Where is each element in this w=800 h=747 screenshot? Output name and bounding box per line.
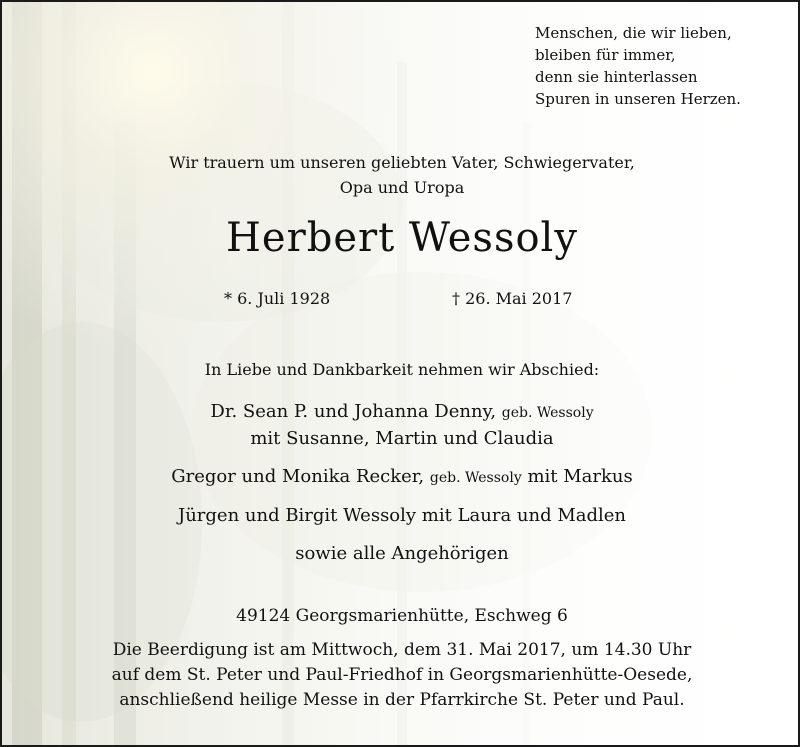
mourner-children: mit Markus (527, 466, 633, 487)
mourner-line (2, 399, 800, 426)
maiden-name: geb. Wessoly (501, 405, 594, 421)
farewell-line: In Liebe und Dankbarkeit nehmen wir Abschied: (204, 360, 600, 379)
mourner-line: Jürgen und Birgit Wessoly mit Laura und Madlen (177, 505, 627, 526)
funeral-line: auf dem St. Peter und Paul-Friedhof in Georgsmarienhütte-Oesede, (111, 665, 693, 685)
poem-line: denn sie hinterlassen (535, 68, 698, 86)
mourner-names: Dr. Sean P. und Johanna Denny, (210, 401, 497, 422)
poem-line: Menschen, die wir lieben, (535, 24, 732, 42)
memorial-poem (535, 22, 785, 110)
mourner-line (2, 464, 800, 491)
intro-line: Opa und Uropa (339, 178, 465, 197)
maiden-name: geb. Wessoly (429, 470, 522, 486)
death-date: † 26. Mai 2017 (452, 289, 573, 308)
mourner-children: mit Susanne, Martin und Claudia (250, 428, 554, 449)
mourning-intro (2, 150, 800, 200)
mourners-list (2, 399, 800, 567)
birth-date: * 6. Juli 1928 (224, 289, 331, 308)
funeral-line: anschließend heilige Messe in der Pfarrkirche St. Peter und Paul. (119, 690, 685, 710)
funeral-details (2, 638, 800, 713)
intro-line: Wir trauern um unseren geliebten Vater, Schwiegervater, (169, 153, 635, 172)
funeral-line: Die Beerdigung ist am Mittwoch, dem 31. Mai 2017, um 14.30 Uhr (112, 640, 692, 660)
family-address: 49124 Georgsmarienhütte, Eschweg 6 (236, 606, 568, 626)
mourner-names: Gregor und Monika Recker, (171, 466, 425, 487)
deceased-name: Herbert Wessoly (226, 215, 578, 261)
relatives-line: sowie alle Angehörigen (295, 543, 509, 564)
poem-line: bleiben für immer, (535, 46, 676, 64)
poem-line: Spuren in unseren Herzen. (535, 90, 741, 108)
